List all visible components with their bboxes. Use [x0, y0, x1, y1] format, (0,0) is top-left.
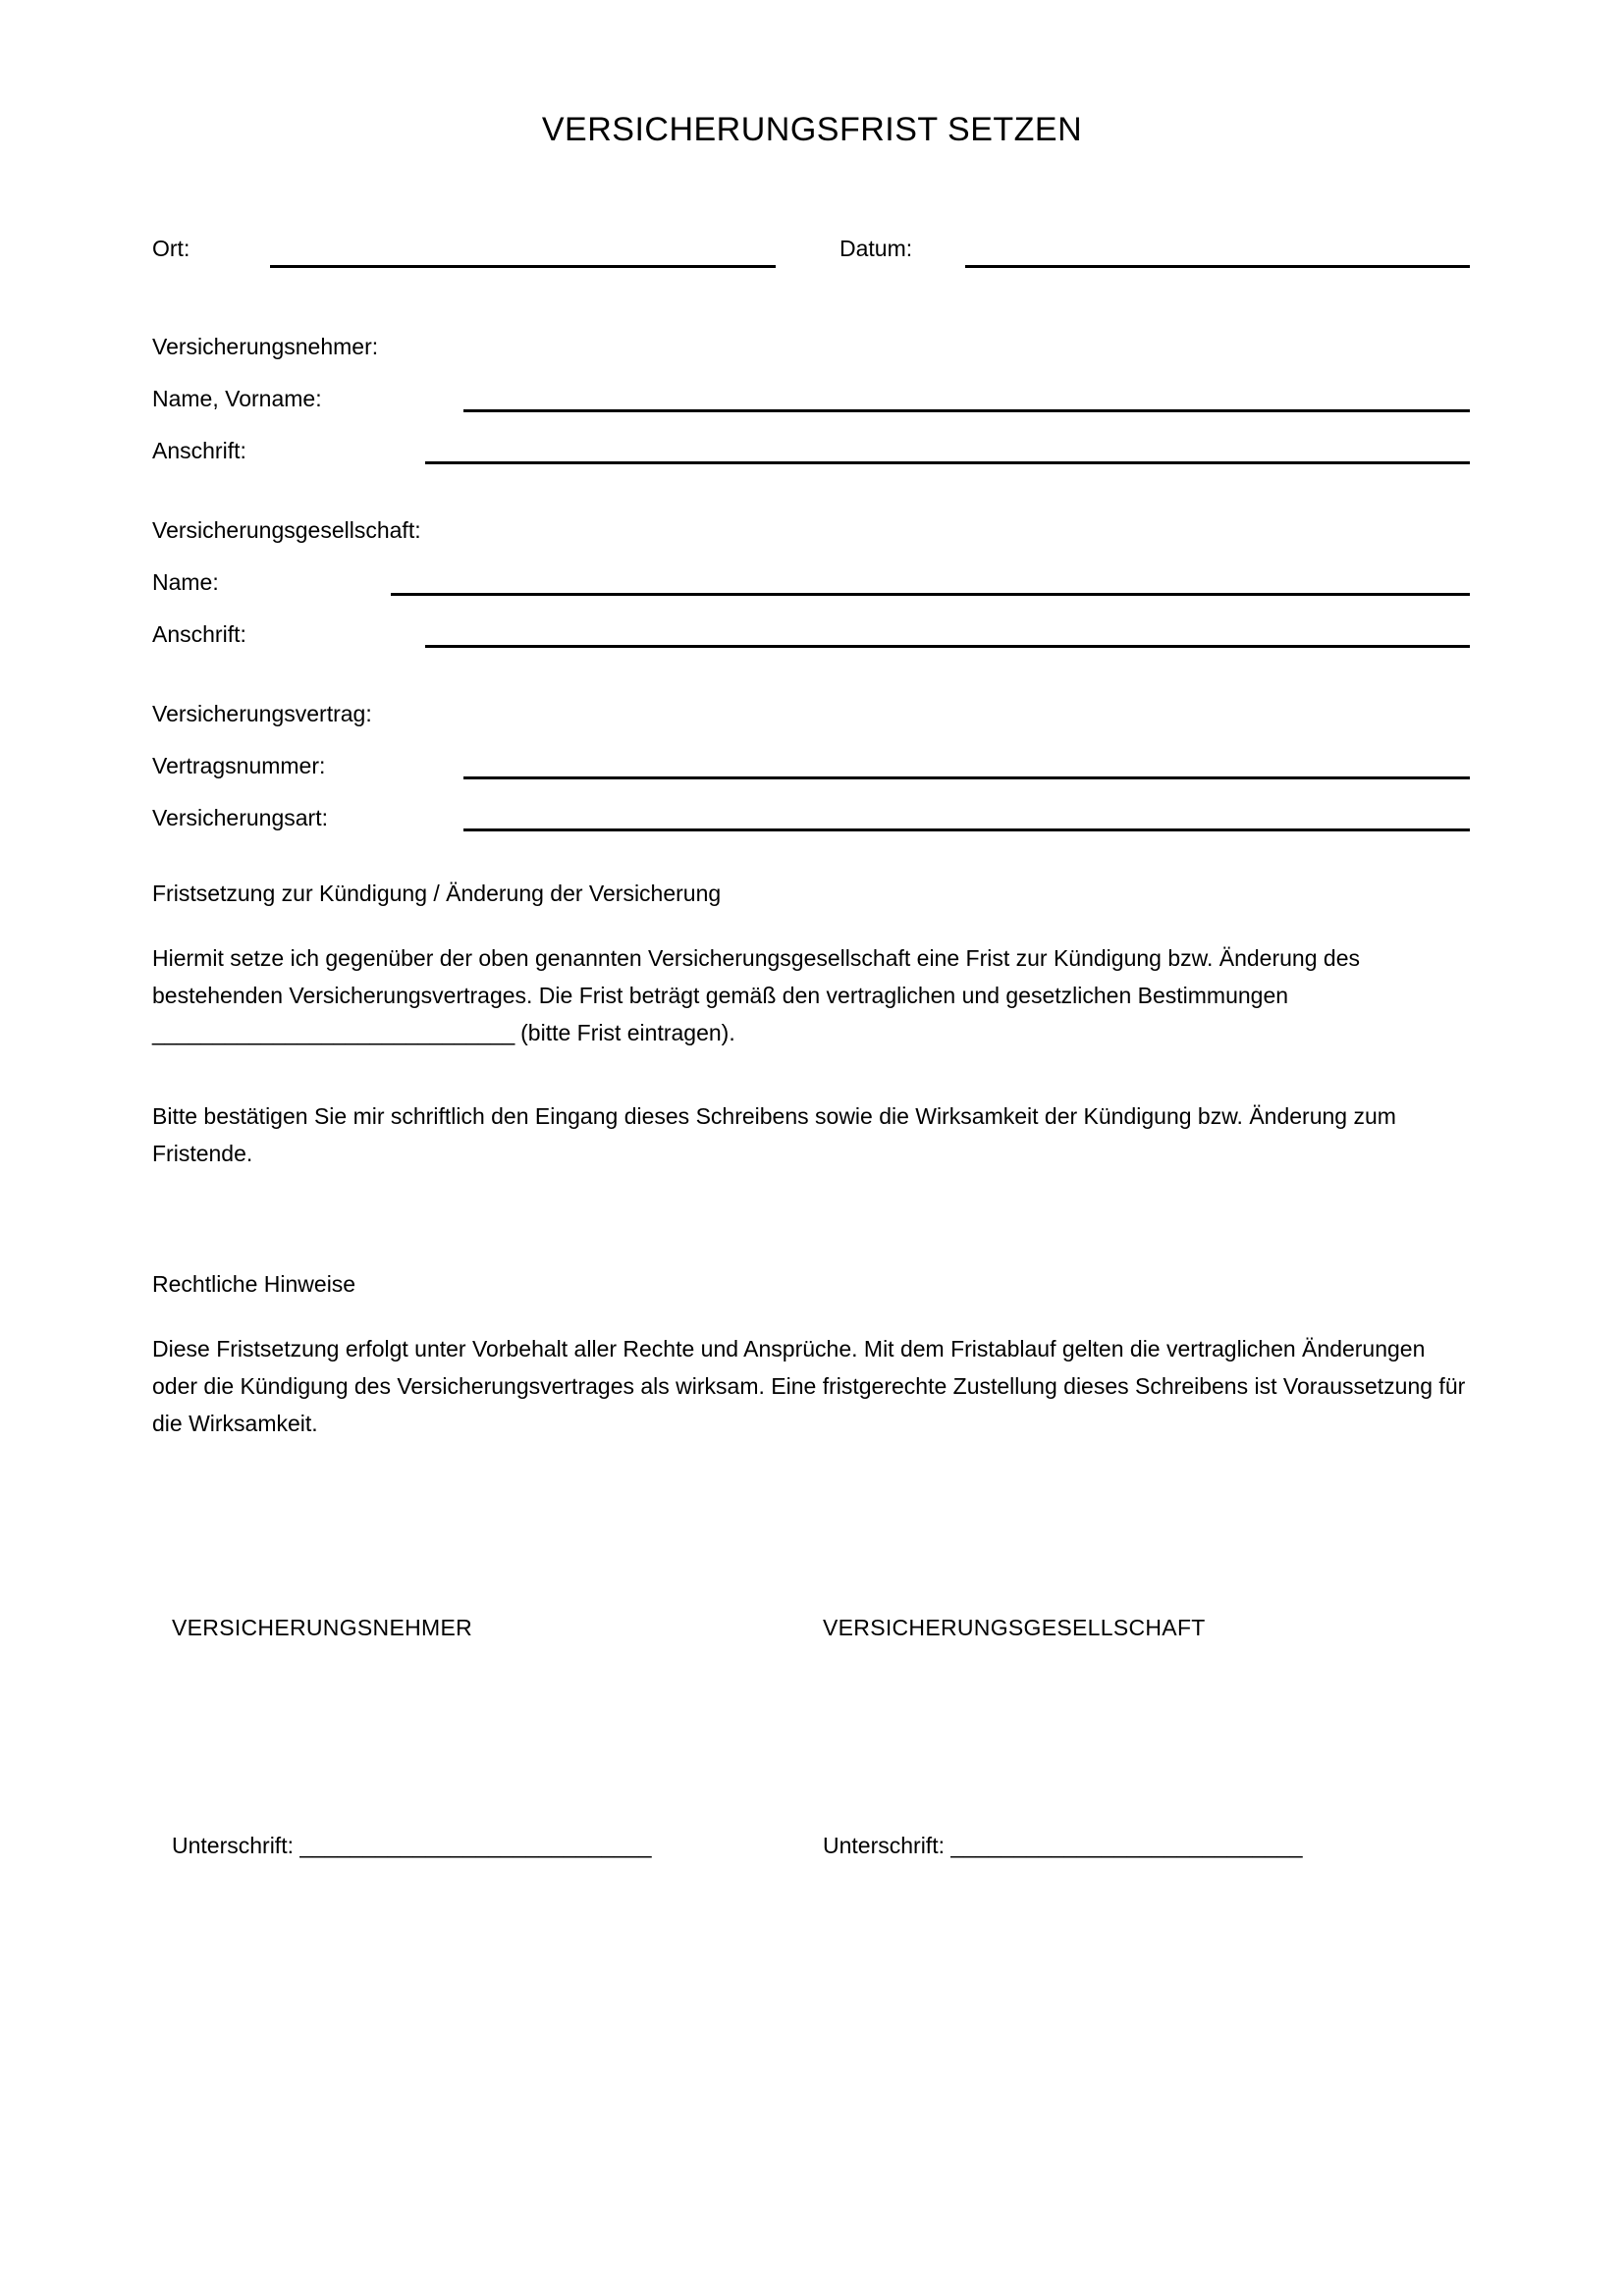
insurance-type-rule[interactable]: [463, 828, 1470, 831]
insurer-name-label: Name:: [152, 569, 219, 595]
contract-number-rule[interactable]: [463, 776, 1470, 779]
signature-heading-policyholder: VERSICHERUNGSNEHMER: [172, 1615, 473, 1640]
signature-heading-insurer: VERSICHERUNGSGESELLSCHAFT: [823, 1615, 1206, 1640]
insurer-address-rule[interactable]: [425, 645, 1470, 648]
datum-label: Datum:: [839, 236, 913, 261]
policyholder-name-rule[interactable]: [463, 409, 1470, 412]
policyholder-address-label: Anschrift:: [152, 438, 246, 463]
deadline-paragraph-text-1: Hiermit setze ich gegenüber der oben genannten Versicherungsgesellschaft eine Frist zur Kündigung bzw. Änderung des bestehenden Versicherungsvertrages. Die Frist beträgt gemäß den vertraglichen und gesetzlichen Bestimmungen: [152, 945, 1360, 1008]
contract-section-heading: Versicherungsvertrag:: [152, 701, 372, 726]
legal-section-heading: Rechtliche Hinweise: [152, 1271, 356, 1297]
insurer-name-rule[interactable]: [391, 593, 1470, 596]
contract-number-label: Vertragsnummer:: [152, 753, 326, 778]
ort-input-rule[interactable]: [270, 265, 776, 268]
page-title: VERSICHERUNGSFRIST SETZEN: [541, 111, 1083, 148]
deadline-paragraph-text-2: (bitte Frist eintragen).: [514, 1020, 735, 1045]
deadline-inline-blank[interactable]: ______________________________: [152, 1020, 514, 1045]
datum-input-rule[interactable]: [965, 265, 1470, 268]
insurer-address-label: Anschrift:: [152, 621, 246, 647]
insurer-section-heading: Versicherungsgesellschaft:: [152, 517, 421, 543]
ort-label: Ort:: [152, 236, 190, 261]
policyholder-address-rule[interactable]: [425, 461, 1470, 464]
signature-line-insurer[interactable]: Unterschrift: ____________________________: [823, 1833, 1303, 1858]
confirmation-paragraph: Bitte bestätigen Sie mir schriftlich den Eingang dieses Schreibens sowie die Wirksamkeit der Kündigung bzw. Änderung zum Fristende.: [152, 1103, 1396, 1166]
deadline-section-heading: Fristsetzung zur Kündigung / Änderung der Versicherung: [152, 881, 722, 906]
signature-line-policyholder[interactable]: Unterschrift: ____________________________: [172, 1833, 652, 1858]
deadline-paragraph: [152, 939, 1473, 1051]
policyholder-name-label: Name, Vorname:: [152, 386, 322, 411]
policyholder-section-heading: Versicherungsnehmer:: [152, 334, 379, 359]
insurance-type-label: Versicherungsart:: [152, 805, 328, 830]
legal-paragraph: Diese Fristsetzung erfolgt unter Vorbehalt aller Rechte und Ansprüche. Mit dem Fristablauf gelten die vertraglichen Änderungen oder die Kündigung des Versicherungsvertrages als wirksam. Eine fristgerechte Zustellung dieses Schreibens ist Voraussetzung für die Wirksamkeit.: [152, 1336, 1466, 1436]
